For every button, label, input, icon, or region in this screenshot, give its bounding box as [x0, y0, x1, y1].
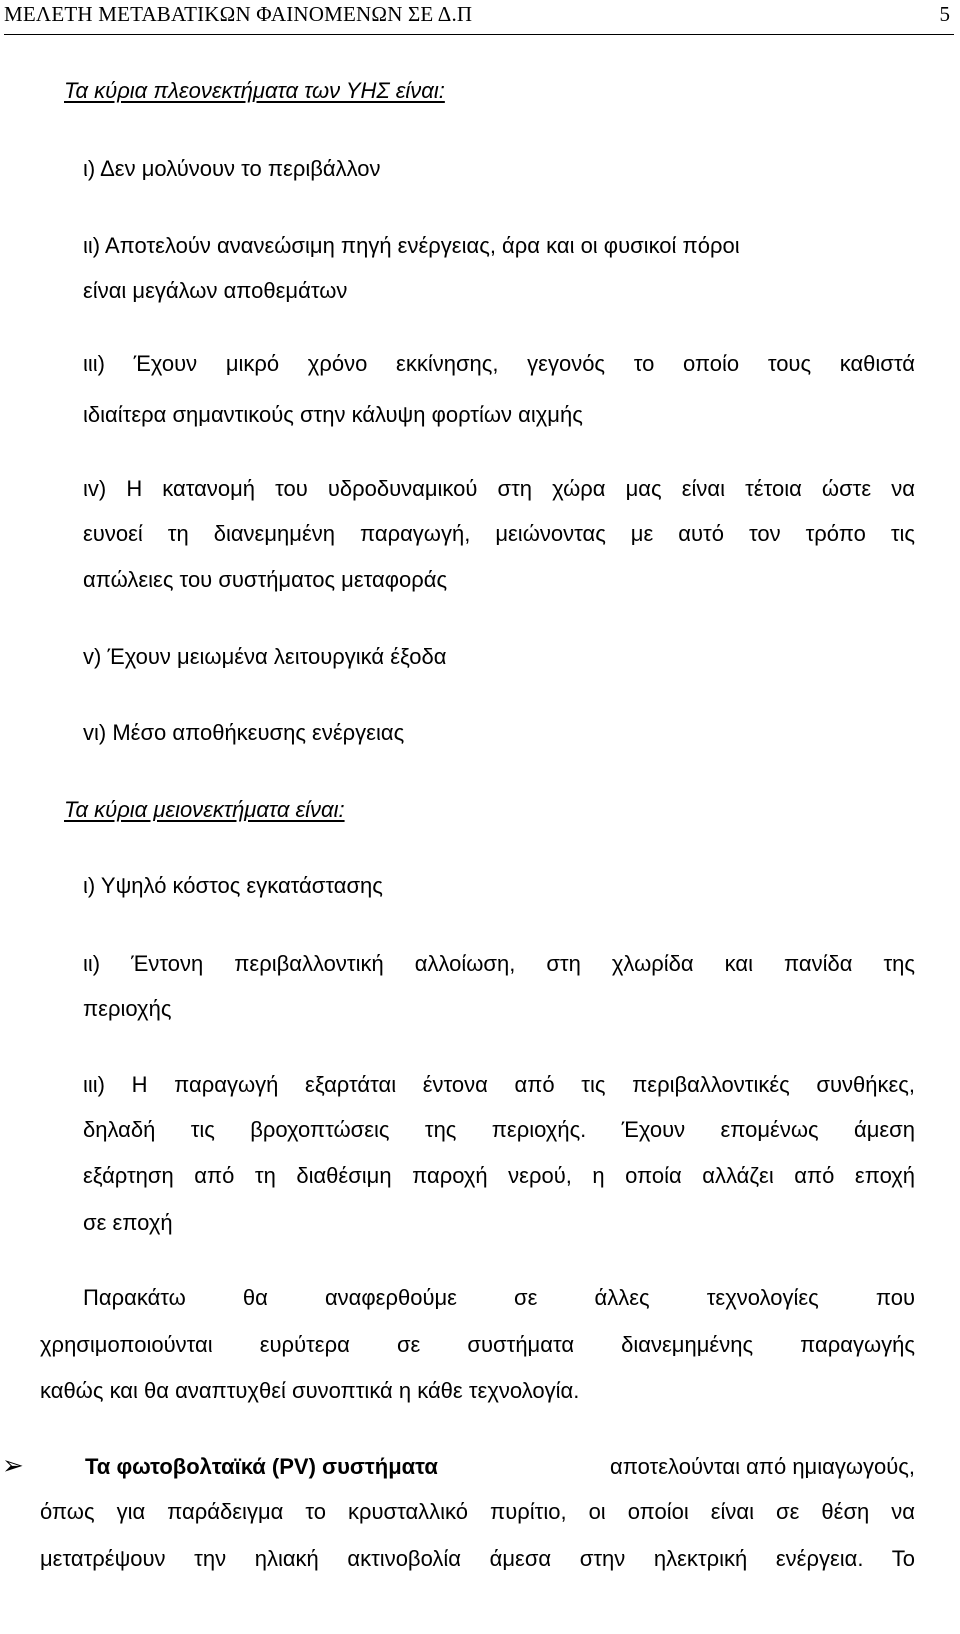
disadvantage-item-3-line-1: ιιι) Η παραγωγή εξαρτάται έντονα από τις περιβαλλοντικές συνθήκες,: [83, 1072, 915, 1097]
disadvantage-item-2-line-1: ιι) Έντονη περιβαλλοντική αλλοίωση, στη χλωρίδα και πανίδα της: [83, 951, 915, 976]
paragraph-line-1: Παρακάτω θα αναφερθούμε σε άλλες τεχνολογίες που: [83, 1285, 915, 1310]
arrow-bullet-icon: ➢: [2, 1451, 24, 1481]
document-title: ΜΕΛΕΤΗ ΜΕΤΑΒΑΤΙΚΩΝ ΦΑΙΝΟΜΕΝΩΝ ΣΕ Δ.Π: [4, 2, 473, 26]
disadvantage-item-3-line-4: σε εποχή: [83, 1210, 173, 1235]
page-number: 5: [939, 2, 950, 26]
advantage-item-3-line-2: ιδιαίτερα σημαντικούς στην κάλυψη φορτίων αιχμής: [83, 402, 583, 427]
pv-line-2: όπως για παράδειγμα το κρυσταλλικό πυρίτιο, οι οποίοι είναι σε θέση να: [40, 1499, 915, 1524]
pv-line-1: [85, 1453, 915, 1480]
disadvantages-heading: Τα κύρια μειονεκτήματα είναι:: [64, 797, 345, 822]
disadvantage-item-1: ι) Υψηλό κόστος εγκατάστασης: [83, 873, 383, 898]
advantage-item-6: vι) Μέσο αποθήκευσης ενέργειας: [83, 720, 405, 745]
pv-bold-term: Τα φωτοβολταϊκά (PV) συστήματα: [85, 1454, 438, 1479]
paragraph-line-2: χρησιμοποιούνται ευρύτερα σε συστήματα διανεμημένης παραγωγής: [40, 1332, 915, 1357]
advantage-item-4-line-1: ιv) Η κατανομή του υδροδυναμικού στη χώρα μας είναι τέτοια ώστε να: [83, 476, 915, 501]
disadvantage-item-3-line-3: εξάρτηση από τη διαθέσιμη παροχή νερού, η οποία αλλάζει από εποχή: [83, 1163, 915, 1188]
advantage-item-1: ι) Δεν μολύνουν το περιβάλλον: [83, 156, 381, 181]
disadvantage-item-3-line-2: δηλαδή τις βροχοπτώσεις της περιοχής. Έχουν επομένως άμεση: [83, 1117, 915, 1142]
advantage-item-2-line-1: ιι) Αποτελούν ανανεώσιμη πηγή ενέργειας, άρα και οι φυσικοί πόροι: [83, 233, 740, 258]
advantage-item-2-line-2: είναι μεγάλων αποθεμάτων: [83, 278, 348, 303]
advantage-item-4-line-3: απώλειες του συστήματος μεταφοράς: [83, 567, 448, 592]
pv-line-3: μετατρέψουν την ηλιακή ακτινοβολία άμεσα στην ηλεκτρική ενέργεια. Το: [40, 1546, 915, 1571]
advantages-heading: Τα κύρια πλεονεκτήματα των ΥΗΣ είναι:: [64, 78, 445, 103]
pv-line-1-rest: αποτελούνται από ημιαγωγούς,: [610, 1454, 915, 1479]
paragraph-line-3: καθώς και θα αναπτυχθεί συνοπτικά η κάθε τεχνολογία.: [40, 1378, 580, 1403]
advantage-item-4-line-2: ευνοεί τη διανεμημένη παραγωγή, μειώνοντας με αυτό τον τρόπο τις: [83, 521, 915, 546]
advantage-item-3-line-1: ιιι) Έχουν μικρό χρόνο εκκίνησης, γεγονός το οποίο τους καθιστά: [83, 351, 915, 376]
page-header: [4, 0, 954, 35]
disadvantage-item-2-line-2: περιοχής: [83, 996, 172, 1021]
advantage-item-5: v) Έχουν μειωμένα λειτουργικά έξοδα: [83, 644, 447, 669]
